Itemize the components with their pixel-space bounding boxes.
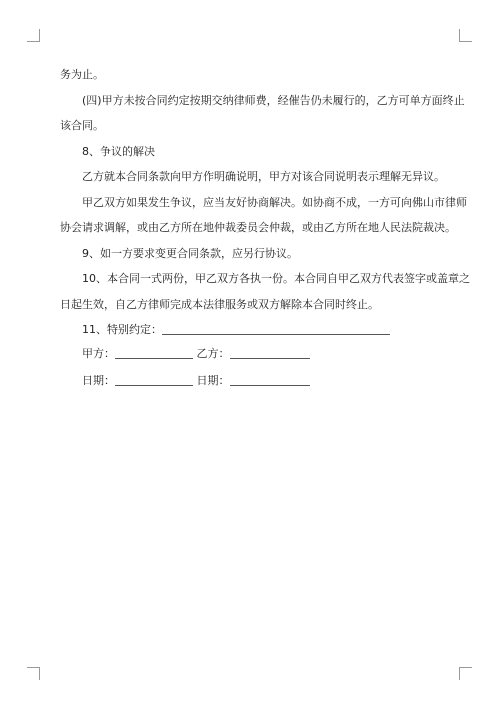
special-agreement-blank[interactable] <box>162 324 390 335</box>
party-b-blank[interactable] <box>230 348 310 359</box>
party-a-label: 甲方： <box>82 347 115 360</box>
special-agreement-label: 11、特别约定： <box>82 323 162 336</box>
date-b-label: 日期： <box>196 374 230 387</box>
party-a-blank[interactable] <box>115 348 193 359</box>
heading-dispute-resolution: 8、争议的解决 <box>82 144 155 158</box>
crop-mark-top-left <box>27 29 40 42</box>
document-body <box>60 62 470 317</box>
crop-mark-bottom-right <box>459 667 472 680</box>
paragraph-continuation: 务为止。 <box>60 68 104 81</box>
paragraph-clause-4: (四)甲方未按合同约定按期交纳律师费，经催告仍未履行的，乙方可单方面终止 该合同。 <box>60 93 465 132</box>
party-b-label: 乙方： <box>196 347 230 360</box>
date-row <box>82 374 310 388</box>
special-agreement-row <box>82 323 390 337</box>
date-a-blank[interactable] <box>115 375 193 386</box>
party-signature-row <box>82 347 310 361</box>
paragraph-clause-10: 10、本合同一式两份，甲乙双方各执一份。本合同自甲乙双方代表签字或盖章之 日起生效，自乙方律师完成本法律服务或双方解除本合同时终止。 <box>60 272 470 311</box>
paragraph-clause-9: 9、如一方要求变更合同条款，应另行协议。 <box>82 246 298 260</box>
paragraph-dispute: 甲乙双方如果发生争议，应当友好协商解决。如协商不成，一方可向佛山市律师 协会请求调解，或由乙方所在地仲裁委员会仲裁，或由乙方所在地人民法院裁决。 <box>60 195 467 234</box>
paragraph-explanation: 乙方就本合同条款向甲方作明确说明，甲方对该合同说明表示理解无异议。 <box>82 170 445 183</box>
date-b-blank[interactable] <box>230 375 310 386</box>
crop-mark-bottom-left <box>27 667 40 680</box>
date-a-label: 日期： <box>82 374 115 387</box>
crop-mark-top-right <box>459 29 472 42</box>
